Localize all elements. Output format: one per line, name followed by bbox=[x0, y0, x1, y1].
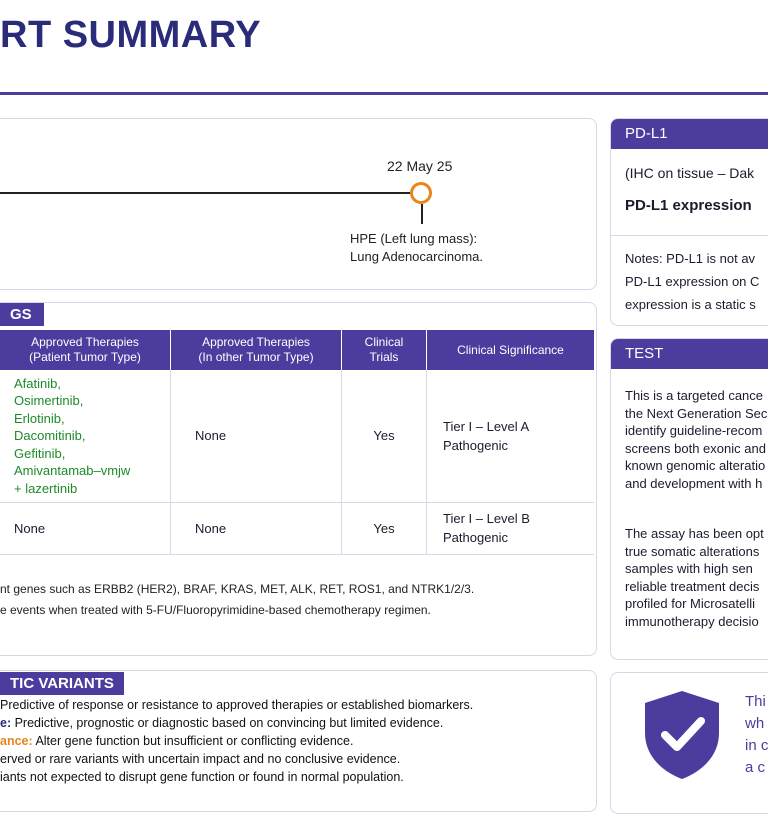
timeline-event-line1: HPE (Left lung mass): bbox=[350, 231, 478, 246]
pdl1-note-line: Notes: PD-L1 is not av bbox=[625, 251, 756, 266]
page-title: RT SUMMARY bbox=[0, 14, 262, 56]
desc-line: reliable treatment decis bbox=[625, 578, 760, 594]
timeline-event-line2: Lung Adenocarcinoma. bbox=[350, 249, 483, 264]
timeline-date: 22 May 25 bbox=[387, 158, 453, 174]
timeline-stem bbox=[421, 204, 423, 224]
variants-legend-2 bbox=[0, 716, 443, 730]
desc-line: and development with h bbox=[625, 475, 763, 491]
therapy-item: Dacomitinib, bbox=[14, 428, 86, 443]
classification-label: Pathogenic bbox=[443, 530, 509, 545]
test-description-header: TEST DESCRIPTION bbox=[611, 339, 768, 369]
pdl1-notes bbox=[625, 247, 759, 316]
desc-line: screens both exonic and bbox=[625, 440, 766, 456]
tier-label: Tier I – Level B bbox=[443, 511, 530, 526]
badge-line: Thi bbox=[745, 693, 766, 710]
therapy-item: Amivantamab–vmjw bbox=[14, 463, 131, 478]
desc-line: samples with high sen bbox=[625, 561, 753, 576]
col-label: Clinical Significance bbox=[457, 342, 564, 357]
trials-cell: Yes bbox=[342, 370, 427, 502]
col-approved-patient bbox=[0, 330, 171, 370]
desc-line: the Next Generation Sec bbox=[625, 405, 768, 421]
therapy-list bbox=[0, 370, 171, 502]
findings-tag: GS bbox=[0, 303, 44, 326]
findings-table bbox=[0, 330, 594, 555]
test-description-p1 bbox=[625, 387, 767, 492]
col-label: (Patient Tumor Type) bbox=[29, 350, 141, 364]
badge-text bbox=[745, 691, 768, 779]
test-description-p2 bbox=[625, 525, 764, 630]
table-row bbox=[0, 502, 594, 554]
pdl1-card bbox=[610, 118, 768, 326]
legend-text: Predictive, prognostic or diagnostic based on convincing but limited evidence. bbox=[11, 716, 444, 730]
legend-prefix: e: bbox=[0, 716, 12, 730]
desc-line: profiled for Microsatelli bbox=[625, 596, 756, 611]
table-header-row bbox=[0, 330, 594, 370]
variants-legend-4: erved or rare variants with uncertain impact and no conclusive evidence. bbox=[0, 752, 401, 766]
findings-note-1: nt genes such as ERBB2 (HER2), BRAF, KRAS, MET, ALK, RET, ROS1, and NTRK1/2/3. bbox=[0, 582, 475, 596]
col-label: Approved Therapies bbox=[202, 335, 310, 349]
desc-line: known genomic alteratio bbox=[625, 458, 766, 473]
legend-text: Alter gene function but insufficient or conflicting evidence. bbox=[32, 734, 354, 748]
timeline-line bbox=[0, 192, 415, 194]
classification-label: Pathogenic bbox=[443, 437, 509, 453]
table-row bbox=[0, 370, 594, 502]
test-description-card bbox=[610, 338, 768, 660]
therapy-item: Osimertinib, bbox=[14, 393, 84, 408]
col-label: Trials bbox=[369, 350, 399, 364]
desc-line: The assay has been opt bbox=[625, 526, 764, 541]
pdl1-header: PD-L1 bbox=[611, 119, 768, 149]
badge-line: wh bbox=[745, 715, 765, 732]
pdl1-note-line: PD-L1 expression on C bbox=[625, 274, 760, 289]
timeline-event bbox=[350, 230, 483, 266]
col-approved-other bbox=[171, 330, 342, 370]
badge-card bbox=[610, 672, 768, 814]
significance-cell bbox=[427, 502, 595, 554]
pdl1-expression: PD-L1 expression bbox=[625, 197, 752, 214]
pdl1-divider bbox=[611, 235, 768, 236]
timeline-card bbox=[0, 118, 597, 290]
legend-prefix: ance: bbox=[0, 734, 33, 748]
findings-note-2: e events when treated with 5-FU/Fluoropyrimidine-based chemotherapy regimen. bbox=[0, 603, 431, 617]
variants-legend-5: iants not expected to disrupt gene function or found in normal population. bbox=[0, 770, 404, 784]
therapy-item: Gefitinib, bbox=[14, 445, 66, 461]
therapy-item: Erlotinib, bbox=[14, 410, 65, 426]
therapy-item: Afatinib, bbox=[14, 375, 61, 391]
header-divider bbox=[0, 92, 768, 95]
timeline-marker bbox=[410, 182, 432, 204]
variants-legend-1: Predictive of response or resistance to approved therapies or established biomarkers. bbox=[0, 698, 474, 712]
other-therapies-cell: None bbox=[171, 370, 342, 502]
badge-line: in c bbox=[745, 737, 768, 754]
pdl1-note-line: expression is a static s bbox=[625, 297, 756, 312]
badge-line: a c bbox=[745, 759, 766, 776]
col-clinical-significance bbox=[427, 330, 595, 370]
desc-line: This is a targeted cance bbox=[625, 388, 764, 403]
pdl1-method: (IHC on tissue – Dak bbox=[625, 165, 755, 181]
col-label: (In other Tumor Type) bbox=[198, 350, 314, 364]
desc-line: immunotherapy decisio bbox=[625, 613, 759, 629]
col-clinical-trials bbox=[342, 330, 427, 370]
variants-tag: TIC VARIANTS bbox=[0, 672, 124, 695]
desc-line: true somatic alterations bbox=[625, 543, 760, 559]
therapy-item: + lazertinib bbox=[14, 480, 78, 496]
therapy-none-cell: None bbox=[0, 502, 171, 554]
significance-cell bbox=[427, 370, 595, 502]
tier-label: Tier I – Level A bbox=[443, 418, 530, 434]
variants-legend-3 bbox=[0, 734, 353, 748]
shield-check-icon bbox=[641, 689, 723, 781]
trials-cell: Yes bbox=[342, 502, 427, 554]
col-label: Approved Therapies bbox=[31, 335, 139, 349]
desc-line: identify guideline-recom bbox=[625, 423, 763, 438]
col-label: Clinical bbox=[364, 335, 404, 349]
other-therapies-cell: None bbox=[171, 502, 342, 554]
